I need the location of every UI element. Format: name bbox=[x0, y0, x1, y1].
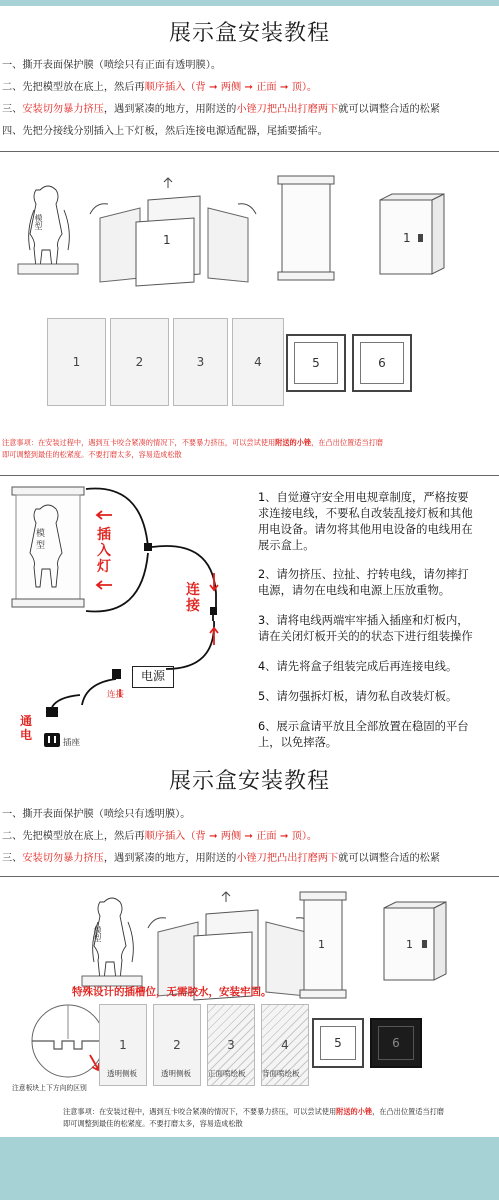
panel-4: 4 bbox=[261, 1004, 309, 1086]
safety-rule: 2、请勿挤压、拉扯、拧转电线，请勿摔打 bbox=[258, 568, 469, 581]
connect-small-label: 连接 bbox=[107, 690, 125, 700]
panel-3: 3 bbox=[173, 318, 228, 406]
safety-rule: 请在关闭灯板开关的的状态下进行组装操作 bbox=[258, 630, 473, 643]
assembled-box-face-number: 1 bbox=[403, 231, 411, 245]
safety-rule: 上，以免摔落。 bbox=[258, 736, 338, 749]
section2-note: 注意事项：在安装过程中，遇到互卡咬合紧凑的情况下，不要暴力挤压，可以尝试使用附送的小锉，在凸出位置适当打磨 即可调整到最佳的松紧度。不要打磨太多，容易造成松散 bbox=[63, 1107, 444, 1128]
socket-icon bbox=[44, 733, 62, 749]
exploded-box-illustration bbox=[88, 178, 264, 286]
arrow-right-icon: ➞ bbox=[244, 831, 253, 842]
arrow-right-icon: ➞ bbox=[279, 831, 289, 842]
panel-6: 6 bbox=[352, 334, 412, 392]
section1-step4: 四、先把分接线分别插入上下灯板，然后连接电源适配器，尾插要插牢。 bbox=[2, 126, 328, 137]
safety-rule: 展示盒上。 bbox=[258, 539, 315, 552]
model-label: 模型 bbox=[93, 926, 102, 942]
divider bbox=[0, 151, 499, 152]
arrow-right-icon: ➞ bbox=[209, 831, 218, 842]
section1-step3: 三、安装切勿暴力挤压，遇到紧凑的地方，用附送的小锉刀把凸出打磨两下就可以调整合适的松紧 bbox=[2, 104, 441, 115]
arrow-right-icon: ➞ bbox=[244, 82, 253, 93]
section2-step3: 三、安装切勿暴力挤压，遇到紧凑的地方，用附送的小锉刀把凸出打磨两下就可以调整合适的松紧 bbox=[2, 853, 441, 864]
power-adapter-box: 电源 bbox=[132, 666, 174, 688]
model-label: 模型 bbox=[36, 529, 46, 551]
panel-3-label: 正面喷绘板 bbox=[208, 1069, 246, 1078]
socket-label: 插座 bbox=[63, 738, 81, 748]
exploded-box-face-number: 1 bbox=[163, 233, 171, 247]
section1-step2: 二、先把模型放在底上，然后再顺序插入（背 ➞ 两侧 ➞ 正面 ➞ 顶）。 bbox=[2, 82, 318, 93]
arrow-right-icon: ➞ bbox=[209, 82, 218, 93]
top-border bbox=[0, 0, 499, 6]
model-label: 模型 bbox=[34, 214, 43, 230]
connect-label: 连 接 bbox=[186, 582, 200, 614]
slot-caption: 特殊设计的插槽位，无需胶水，安装牢固。 bbox=[72, 986, 272, 998]
safety-rule: 求连接电线，不要私自改装乱接灯板和其他 bbox=[258, 507, 473, 520]
arrow-right-icon: ➞ bbox=[279, 82, 289, 93]
panel-6: 6 bbox=[370, 1018, 422, 1068]
pillar-face-number: 1 bbox=[318, 938, 325, 951]
panel-5: 5 bbox=[286, 334, 346, 392]
section2-step2: 二、先把模型放在底上，然后再顺序插入（背 ➞ 两侧 ➞ 正面 ➞ 顶）。 bbox=[2, 831, 318, 842]
assembled-box-illustration bbox=[378, 900, 454, 988]
panel-1: 1 bbox=[47, 318, 106, 406]
panel-5: 5 bbox=[312, 1018, 364, 1068]
safety-rule: 1、自觉遵守安全用电规章制度，严格按要 bbox=[258, 491, 469, 504]
panel-2: 2 bbox=[153, 1004, 201, 1086]
section2-step1: 一、撕开表面保护膜（喷绘只有透明膜）。 bbox=[2, 809, 191, 820]
safety-rule: 用电设备。请勿将其他用电设备的电线用在 bbox=[258, 523, 473, 536]
panel-4-label: 背面喷绘板 bbox=[262, 1069, 300, 1078]
panel-1: 1 bbox=[99, 1004, 147, 1086]
safety-rule: 3、请将电线两端牢牢插入插座和灯板内， bbox=[258, 614, 469, 627]
insert-light-label: 插 入 灯 bbox=[97, 527, 111, 575]
safety-rule: 6、展示盒请平放且全部放置在稳固的平台 bbox=[258, 720, 469, 733]
light-box-illustration bbox=[12, 487, 84, 611]
section1-title: 展示盒安装教程 bbox=[168, 21, 330, 46]
panel-1-label: 透明侧板 bbox=[107, 1069, 137, 1078]
safety-rule: 4、请先将盒子组装完成后再连接电线。 bbox=[258, 660, 458, 673]
energize-label: 通 电 bbox=[20, 714, 33, 742]
assembled-box-face-number: 1 bbox=[406, 938, 413, 951]
panel-2-label: 透明侧板 bbox=[161, 1069, 191, 1078]
model-figure-illustration bbox=[76, 892, 148, 996]
divider bbox=[0, 876, 499, 877]
section2-title: 展示盒安装教程 bbox=[168, 769, 330, 794]
safety-rule: 5、请勿强拆灯板，请勿私自改装灯板。 bbox=[258, 690, 458, 703]
model-figure-illustration bbox=[12, 180, 84, 284]
safety-rule: 电源，请勿在电线和电源上压放重物。 bbox=[258, 584, 451, 597]
box-pillar-illustration bbox=[272, 172, 340, 284]
assembled-box-illustration bbox=[372, 190, 452, 282]
panel-2: 2 bbox=[110, 318, 169, 406]
section1-note: 注意事项：在安装过程中，遇到互卡咬合紧凑的情况下，不要暴力挤压，可以尝试使用附送的小锉，在凸出位置适当打磨 即可调整到最佳的松紧度。不要打磨太多，容易造成松散 bbox=[2, 438, 383, 459]
divider bbox=[0, 475, 499, 476]
section1-step1: 一、撕开表面保护膜（喷绘只有正面有透明膜）。 bbox=[2, 60, 222, 71]
zoom-caption: 注意板块上下方向的区别 bbox=[12, 1084, 87, 1092]
panel-4: 4 bbox=[232, 318, 284, 406]
panel-3: 3 bbox=[207, 1004, 255, 1086]
